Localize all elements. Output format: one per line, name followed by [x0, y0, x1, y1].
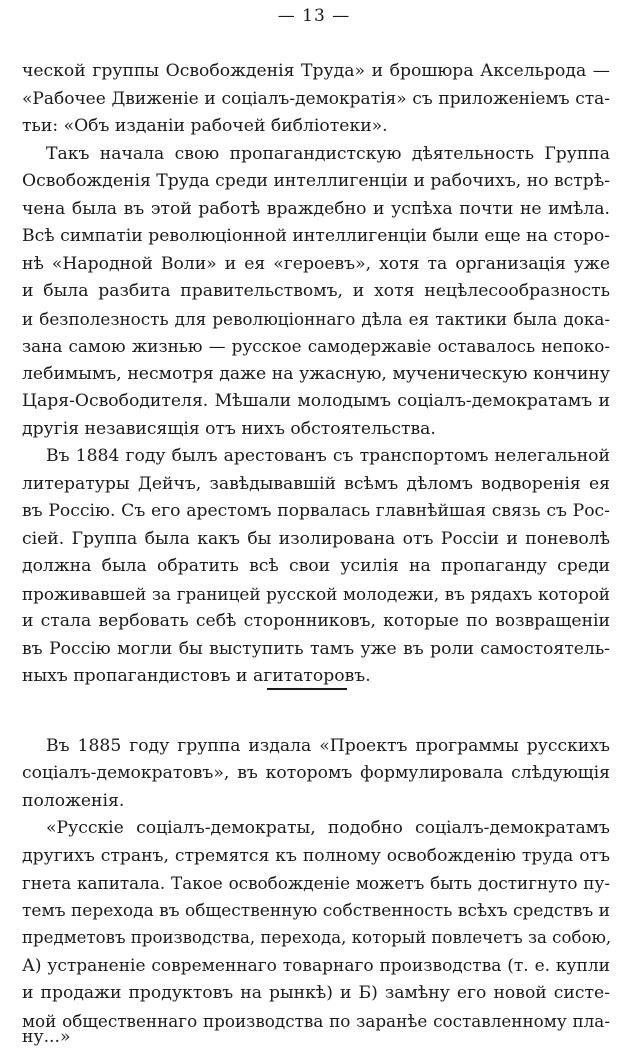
- text-line: Такъ начала свою пропагандистскую дѣятельность Группа: [46, 144, 610, 164]
- text-line: Освобожденія Труда среди интеллигенціи и рабочихъ, но встрѣ-: [22, 171, 610, 191]
- text-line: темъ перехода въ общественную собственность всѣхъ средствъ и: [22, 901, 610, 921]
- text-line: А) устраненіе современнаго товарнаго производства (т. е. купли: [22, 956, 610, 976]
- text-line: нѣ «Народной Воли» и ея «героевъ», хотя та организація уже: [22, 254, 610, 274]
- text-line: и стала вербовать себѣ сторонниковъ, которые по возвращеніи: [22, 611, 610, 631]
- text-line: и была разбита правительствомъ, и хотя нецѣлесообразность: [22, 281, 610, 301]
- text-line: другихъ странъ, стремятся къ полному освобожденію труда отъ: [22, 846, 610, 866]
- text-line: гнета капитала. Такое освобожденіе можетъ быть достигнуто пу-: [22, 873, 610, 893]
- text-line: въ Россію могли бы выступить тамъ уже въ роли самостоятель-: [22, 639, 610, 659]
- text-line: соціалъ-демократовъ», въ которомъ формулировала слѣдующія: [22, 763, 610, 783]
- text-line: зана самою жизнью — русское самодержавіе оставалось непоко-: [22, 336, 610, 356]
- text-line: предметовъ производства, перехода, который повлечетъ за собою,: [22, 928, 612, 947]
- text-line: лебимымъ, несмотря даже на ужасную, мученическую кончину: [22, 364, 610, 384]
- text-line: тьи: «Объ изданіи рабочей библіотеки».: [22, 116, 388, 136]
- text-line: чена была въ этой работѣ враждебно и успѣха почти не имѣла.: [22, 199, 610, 219]
- text-line: литературы Дейчъ, завѣдывавшій всѣмъ дѣломъ водворенія ея: [22, 474, 610, 494]
- page-number: — 13 —: [277, 6, 351, 26]
- text-line: другія независящія отъ нихъ обстоятельства.: [22, 419, 436, 439]
- text-line: Въ 1884 году былъ арестованъ съ транспортомъ нелегальной: [46, 446, 610, 466]
- text-line: проживавшей за границей русской молодежи, въ рядахъ которой: [22, 584, 610, 604]
- text-line: Въ 1885 году группа издала «Проектъ программы русскихъ: [46, 736, 610, 756]
- text-line: ну...»: [22, 1027, 71, 1047]
- text-line: мой общественнаго производства по заранѣе составленному пла-: [22, 1011, 610, 1031]
- text-line: Всѣ симпатіи революціонной интеллигенціи были еще на сторо-: [22, 226, 610, 246]
- text-line: «Рабочее Движеніе и соціалъ-демократія» съ приложеніемъ ста-: [22, 89, 610, 109]
- text-line: въ Россію. Съ его арестомъ порвалась главнѣйшая связь съ Рос-: [22, 501, 610, 521]
- text-line: сіей. Группа была какъ бы изолирована отъ Россіи и поневолѣ: [22, 529, 610, 549]
- text-line: Царя-Освободителя. Мѣшали молодымъ соціалъ-демократамъ и: [22, 391, 610, 411]
- text-line: положенія.: [22, 791, 125, 811]
- section-divider: [267, 688, 347, 690]
- text-line: и безполезность для революціоннаго дѣла ея тактики была дока-: [22, 309, 610, 329]
- text-line: «Русскіе соціалъ-демократы, подобно соціалъ-демократамъ: [46, 818, 610, 838]
- text-line: и продажи продуктовъ на рынкѣ) и Б) замѣну его новой систе-: [22, 983, 610, 1003]
- text-line: должна была обратить всѣ свои усилія на пропаганду среди: [22, 556, 610, 576]
- text-line: ныхъ пропагандистовъ и агитаторовъ.: [22, 666, 371, 686]
- text-line: ческой группы Освобожденія Труда» и брошюра Аксельрода —: [22, 61, 610, 81]
